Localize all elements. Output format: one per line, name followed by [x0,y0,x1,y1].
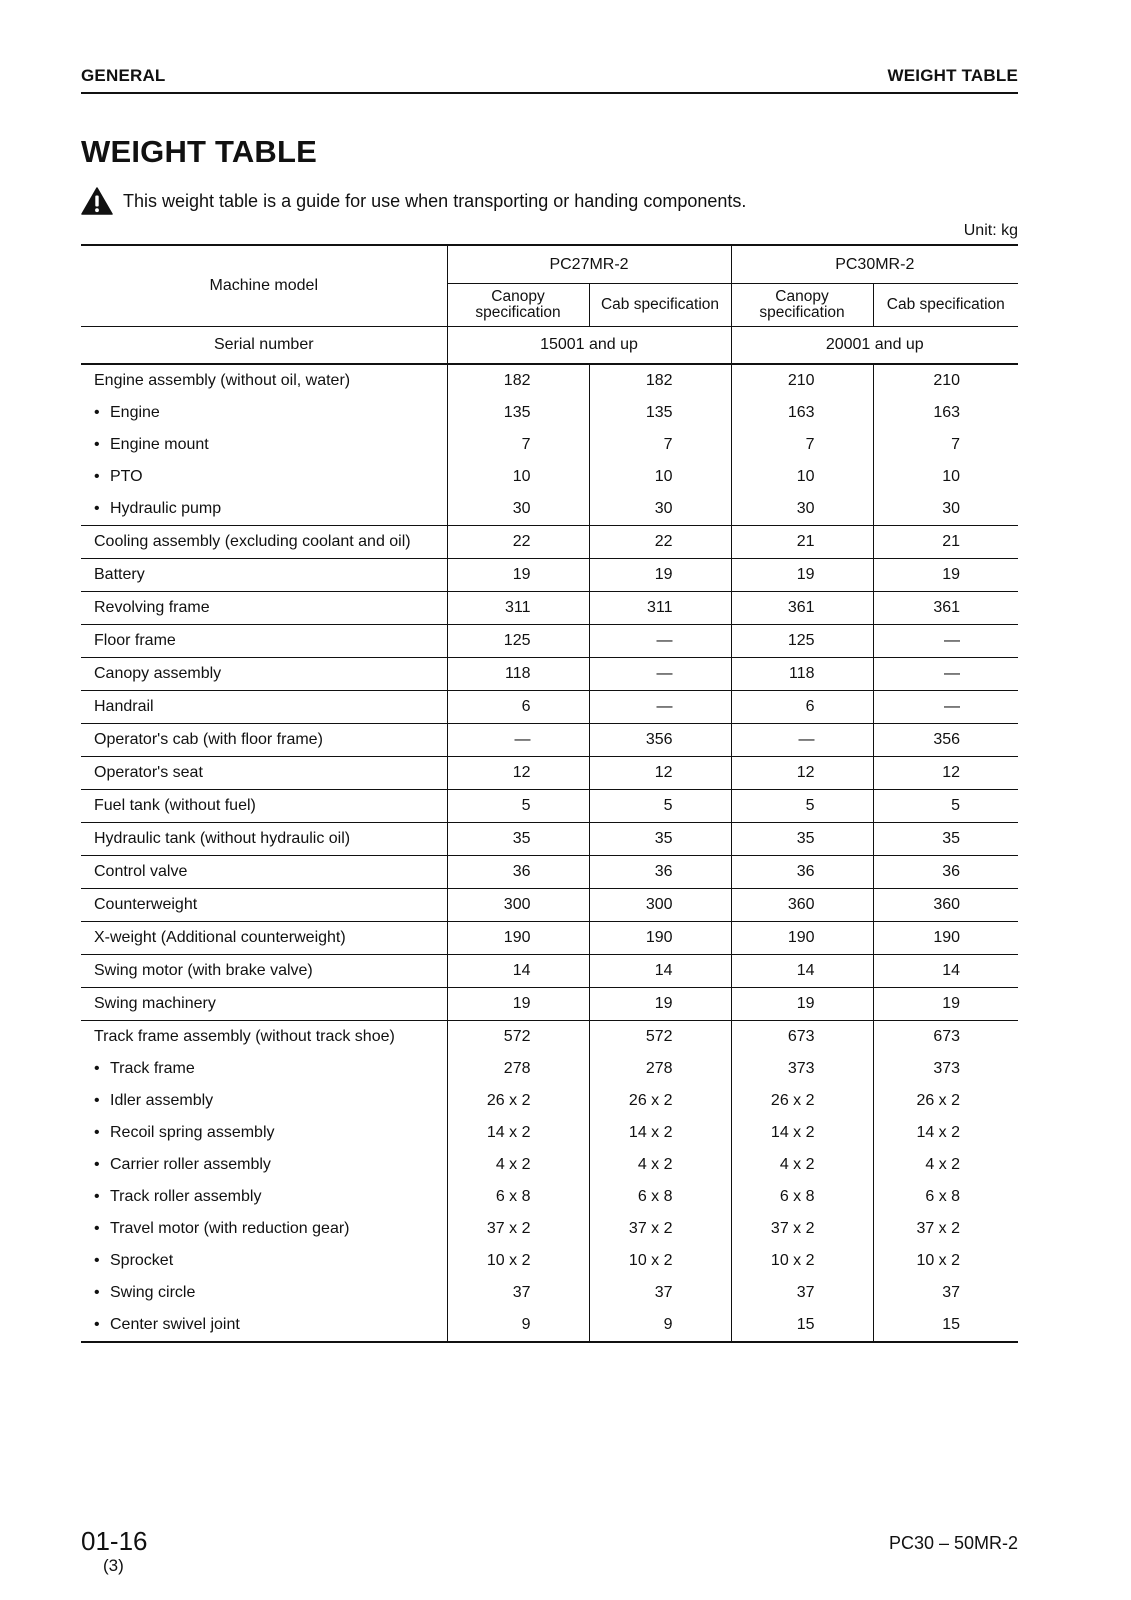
bullet-icon: • [94,1092,100,1109]
component-name [81,856,447,889]
serial-range-pc30: 20001 and up [731,327,1018,365]
weight-value: 6 x 8 [873,1181,1018,1213]
weight-value: 10 [447,461,589,493]
weight-value: 10 [873,461,1018,493]
table-row [81,955,1018,988]
component-label: Recoil spring assembly [110,1124,275,1141]
weight-value: 36 [589,856,731,889]
bullet-icon: • [94,404,100,421]
weight-value: 19 [731,988,873,1021]
weight-value: 35 [873,823,1018,856]
weight-value: 26 x 2 [731,1085,873,1117]
weight-value: 118 [731,658,873,691]
bullet-icon: • [94,1060,100,1077]
weight-value: 4 x 2 [873,1149,1018,1181]
weight-value: 5 [447,790,589,823]
component-label: Engine [110,404,160,421]
table-row [81,790,1018,823]
weight-value: 9 [447,1309,589,1342]
weight-value: 125 [731,625,873,658]
component-label: Battery [94,566,145,583]
weight-value: 15 [731,1309,873,1342]
bullet-icon: • [94,1124,100,1141]
weight-value: 35 [589,823,731,856]
table-row [81,889,1018,922]
weight-value: 311 [447,592,589,625]
component-label: Center swivel joint [110,1316,240,1333]
component-label: X-weight (Additional counterweight) [94,929,346,946]
weight-value: 14 x 2 [873,1117,1018,1149]
header-section-label: GENERAL [81,66,166,85]
weight-table-body [81,364,1018,1342]
component-label: Swing motor (with brake valve) [94,962,313,979]
component-name [81,691,447,724]
weight-value: 36 [873,856,1018,889]
weight-value: 6 x 8 [589,1181,731,1213]
component-label: Travel motor (with reduction gear) [110,1220,350,1237]
bullet-icon: • [94,500,100,517]
component-name [81,1117,447,1149]
component-label: Control valve [94,863,188,880]
weight-value: 135 [447,397,589,429]
table-row [81,1245,1018,1277]
spec-header [447,284,589,327]
component-label: Engine mount [110,436,209,453]
spec-header [589,284,731,327]
notice [81,186,746,216]
weight-value: 190 [447,922,589,955]
weight-value: — [447,724,589,757]
table-row [81,724,1018,757]
weight-value: 190 [731,922,873,955]
model-header-pc27: PC27MR-2 [447,245,731,284]
weight-value: 118 [447,658,589,691]
weight-value: 12 [731,757,873,790]
table-row [81,823,1018,856]
component-label: Hydraulic pump [110,500,222,517]
page-title: WEIGHT TABLE [81,134,318,169]
component-label: Track frame [110,1060,195,1077]
weight-value: 373 [873,1053,1018,1085]
component-name [81,1021,447,1054]
weight-value: 19 [873,559,1018,592]
weight-value: 210 [873,364,1018,397]
serial-range-pc27: 15001 and up [447,327,731,365]
component-label: Canopy assembly [94,665,222,682]
weight-value: 14 [589,955,731,988]
weight-value: 19 [447,559,589,592]
weight-value: 37 x 2 [731,1213,873,1245]
weight-value: 37 x 2 [589,1213,731,1245]
bullet-icon: • [94,1316,100,1333]
unit-label: Unit: kg [963,222,1018,239]
table-row [81,658,1018,691]
component-name [81,461,447,493]
component-label: Swing circle [110,1284,196,1301]
spec-label: Cab specification [886,296,1005,313]
component-name [81,757,447,790]
component-name [81,1309,447,1342]
component-name [81,625,447,658]
weight-value: 36 [447,856,589,889]
weight-value: 6 x 8 [731,1181,873,1213]
weight-value: 5 [873,790,1018,823]
weight-value: 10 x 2 [873,1245,1018,1277]
weight-value: 37 [873,1277,1018,1309]
weight-value: 14 x 2 [589,1117,731,1149]
spec-header [873,284,1018,327]
weight-value: 356 [873,724,1018,757]
weight-value: 7 [589,429,731,461]
weight-value: 10 [589,461,731,493]
component-label: PTO [110,468,143,485]
machine-model-header: Machine model [81,245,447,327]
component-name [81,592,447,625]
weight-value: 37 x 2 [873,1213,1018,1245]
weight-value: 5 [731,790,873,823]
weight-value: 311 [589,592,731,625]
spec-label: Canopy specification [759,288,845,321]
component-label: Floor frame [94,632,176,649]
bullet-icon: • [94,468,100,485]
weight-value: 10 [731,461,873,493]
weight-value: 14 [873,955,1018,988]
component-name [81,988,447,1021]
weight-value: 361 [731,592,873,625]
weight-value: 6 [731,691,873,724]
weight-value: 37 [447,1277,589,1309]
table-row [81,1277,1018,1309]
notice-text: This weight table is a guide for use when transporting or handing components. [123,190,747,211]
weight-value: 26 x 2 [873,1085,1018,1117]
weight-value: 572 [589,1021,731,1054]
weight-value: 19 [589,988,731,1021]
weight-value: 19 [873,988,1018,1021]
weight-value: 190 [589,922,731,955]
table-row [81,1053,1018,1085]
weight-value: 300 [447,889,589,922]
table-row [81,592,1018,625]
weight-value: 6 x 8 [447,1181,589,1213]
table-row [81,461,1018,493]
component-name [81,364,447,397]
weight-value: 5 [589,790,731,823]
table-row [81,1085,1018,1117]
weight-value: 125 [447,625,589,658]
weight-value: — [873,691,1018,724]
component-name [81,1149,447,1181]
spec-header [731,284,873,327]
table-row [81,1021,1018,1054]
weight-value: — [589,691,731,724]
component-label: Hydraulic tank (without hydraulic oil) [94,830,351,847]
table-row [81,397,1018,429]
component-label: Sprocket [110,1252,174,1269]
table-row [81,559,1018,592]
component-name [81,526,447,559]
component-name [81,1053,447,1085]
page-number: 01-16 [81,1526,148,1556]
bullet-icon: • [94,1188,100,1205]
weight-value: 12 [447,757,589,790]
table-row [81,429,1018,461]
component-label: Track roller assembly [110,1188,262,1205]
weight-value: 4 x 2 [447,1149,589,1181]
header-topic-label: WEIGHT TABLE [887,66,1018,85]
weight-value: 30 [447,493,589,526]
weight-value: 7 [731,429,873,461]
weight-value: 22 [447,526,589,559]
weight-value: 673 [731,1021,873,1054]
weight-value: — [873,625,1018,658]
weight-value: 10 x 2 [589,1245,731,1277]
component-name [81,1181,447,1213]
component-name [81,889,447,922]
weight-value: 7 [447,429,589,461]
weight-value: 356 [589,724,731,757]
component-label: Revolving frame [94,599,210,616]
weight-value: 361 [873,592,1018,625]
weight-value: 37 x 2 [447,1213,589,1245]
footer-model: PC30 – 50MR-2 [888,1533,1018,1553]
weight-value: 6 [447,691,589,724]
revision-number: (3) [103,1556,124,1575]
bullet-icon: • [94,1252,100,1269]
page-header [81,64,1018,94]
weight-value: 14 x 2 [447,1117,589,1149]
weight-value: 22 [589,526,731,559]
weight-value: 182 [447,364,589,397]
table-row [81,1149,1018,1181]
component-name [81,397,447,429]
component-name [81,1213,447,1245]
table-row [81,1213,1018,1245]
weight-value: 190 [873,922,1018,955]
weight-value: 278 [447,1053,589,1085]
component-label: Operator's seat [94,764,203,781]
component-label: Idler assembly [110,1092,214,1109]
weight-value: 360 [731,889,873,922]
weight-value: 19 [589,559,731,592]
weight-value: 182 [589,364,731,397]
table-row [81,757,1018,790]
spec-label: Canopy specification [475,288,561,321]
weight-value: 12 [873,757,1018,790]
component-name [81,493,447,526]
weight-value: 10 x 2 [731,1245,873,1277]
table-row [81,856,1018,889]
weight-value: 26 x 2 [589,1085,731,1117]
weight-value: 26 x 2 [447,1085,589,1117]
weight-value: 4 x 2 [589,1149,731,1181]
weight-value: 163 [873,397,1018,429]
table-row [81,526,1018,559]
component-name [81,1245,447,1277]
weight-value: 37 [589,1277,731,1309]
weight-value: 36 [731,856,873,889]
component-name [81,1277,447,1309]
weight-value: 15 [873,1309,1018,1342]
weight-value: 4 x 2 [731,1149,873,1181]
weight-value: 135 [589,397,731,429]
weight-value: 14 [731,955,873,988]
component-name [81,955,447,988]
table-row [81,1181,1018,1213]
weight-value: — [873,658,1018,691]
weight-value: 572 [447,1021,589,1054]
table-row [81,1309,1018,1342]
weight-value: 163 [731,397,873,429]
weight-value: 7 [873,429,1018,461]
table-row [81,988,1018,1021]
weight-value: 278 [589,1053,731,1085]
bullet-icon: • [94,1284,100,1301]
weight-value: 14 [447,955,589,988]
weight-value: 373 [731,1053,873,1085]
component-label: Track frame assembly (without track shoe) [94,1028,395,1045]
weight-value: 30 [589,493,731,526]
component-name [81,1085,447,1117]
weight-value: 35 [731,823,873,856]
component-name [81,790,447,823]
weight-value: 21 [731,526,873,559]
model-header-pc30: PC30MR-2 [731,245,1018,284]
component-label: Cooling assembly (excluding coolant and oil) [94,533,411,550]
weight-value: 360 [873,889,1018,922]
table-row [81,625,1018,658]
table-row [81,1117,1018,1149]
component-label: Counterweight [94,896,198,913]
component-label: Fuel tank (without fuel) [94,797,256,814]
spec-label: Cab specification [600,296,720,313]
weight-value: 19 [731,559,873,592]
component-name [81,658,447,691]
component-label: Swing machinery [94,995,216,1012]
weight-value: 300 [589,889,731,922]
component-label: Engine assembly (without oil, water) [94,372,351,389]
weight-value: 35 [447,823,589,856]
weight-value: — [731,724,873,757]
weight-table [81,244,1018,1343]
bullet-icon: • [94,1220,100,1237]
weight-value: — [589,625,731,658]
weight-value: 210 [731,364,873,397]
bullet-icon: • [94,1156,100,1173]
component-label: Handrail [94,698,154,715]
table-row [81,364,1018,397]
weight-value: — [589,658,731,691]
bullet-icon: • [94,436,100,453]
table-row [81,493,1018,526]
weight-value: 14 x 2 [731,1117,873,1149]
component-name [81,724,447,757]
weight-value: 30 [731,493,873,526]
component-label: Carrier roller assembly [110,1156,271,1173]
table-row [81,691,1018,724]
weight-value: 673 [873,1021,1018,1054]
warning-icon [81,187,113,215]
weight-value: 37 [731,1277,873,1309]
weight-value: 21 [873,526,1018,559]
component-name [81,559,447,592]
table-row [81,922,1018,955]
serial-number-header: Serial number [81,327,447,365]
component-label: Operator's cab (with floor frame) [94,731,323,748]
weight-value: 10 x 2 [447,1245,589,1277]
weight-value: 12 [589,757,731,790]
component-name [81,922,447,955]
component-name [81,823,447,856]
weight-value: 30 [873,493,1018,526]
weight-value: 9 [589,1309,731,1342]
component-name [81,429,447,461]
weight-value: 19 [447,988,589,1021]
